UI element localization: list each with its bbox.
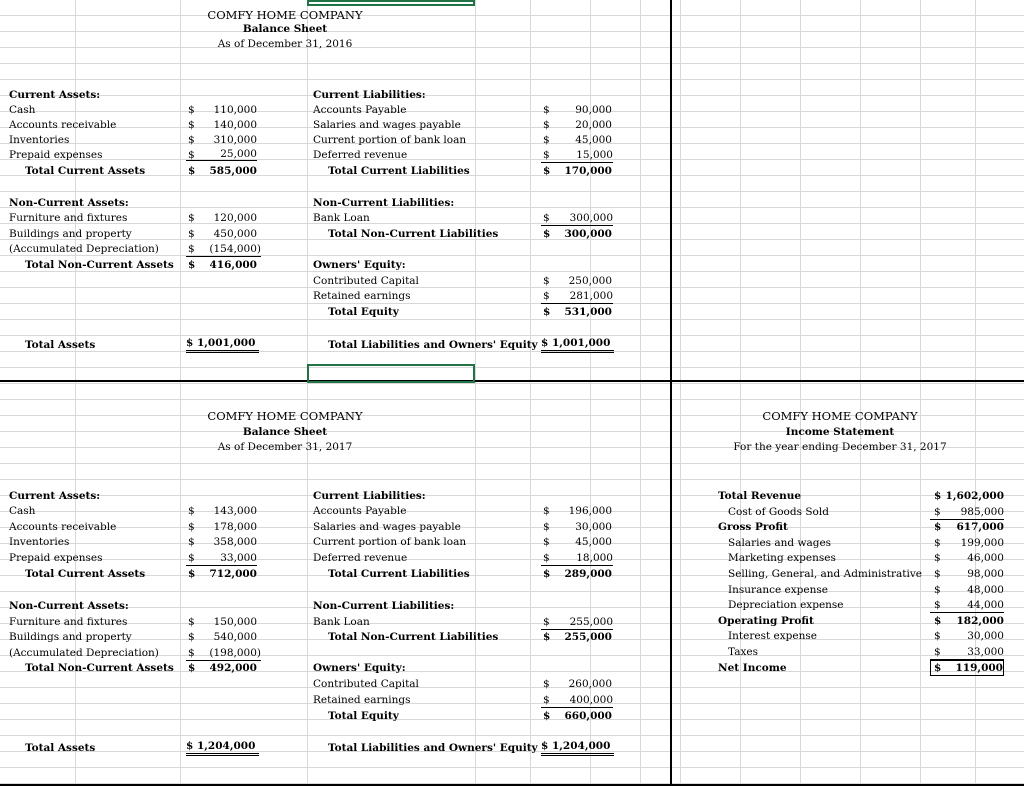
grid-line xyxy=(640,0,641,786)
total-amount: 170,000 xyxy=(564,165,612,177)
income-row-amount: 182,000 xyxy=(956,615,1004,627)
amount-underlined: 300,000 xyxy=(541,211,613,226)
currency-symbol: $ xyxy=(934,521,942,533)
amount: 450,000 xyxy=(213,228,257,240)
total-amount: 492,000 xyxy=(209,662,257,674)
row-label: Deferred revenue xyxy=(313,149,408,161)
currency-symbol: $ xyxy=(188,119,195,131)
currency-symbol: $ xyxy=(543,521,550,533)
currency-symbol: $ xyxy=(188,134,195,146)
total-amount: 255,000 xyxy=(564,631,612,643)
total-amount: 660,000 xyxy=(564,710,612,722)
currency-symbol: $ xyxy=(188,662,196,674)
currency-symbol: $ xyxy=(188,631,195,643)
grand-total-amount: $ 1,204,000 xyxy=(186,739,259,756)
income-row-label: Insurance expense xyxy=(728,584,828,596)
currency-symbol: $ xyxy=(543,678,550,690)
income-row-amount: 33,000 xyxy=(930,645,1004,660)
row-label: Salaries and wages payable xyxy=(313,521,461,533)
currency-symbol: $ xyxy=(543,134,550,146)
section-heading: Non-Current Liabilities: xyxy=(313,197,455,209)
grid-line xyxy=(475,0,476,786)
income-row-amount: 98,000 xyxy=(967,568,1004,580)
currency-symbol: $ xyxy=(188,536,195,548)
currency-symbol: $ xyxy=(543,552,550,564)
currency-symbol: $ xyxy=(188,104,195,116)
total-label: Total Liabilities and Owners' Equity xyxy=(328,339,538,351)
income-row-amount: 119,000 xyxy=(930,660,1004,676)
row-label: Contributed Capital xyxy=(313,678,419,690)
currency-symbol: $ xyxy=(934,552,941,564)
row-label: Accounts receivable xyxy=(9,119,117,131)
income-row-amount: 199,000 xyxy=(960,537,1004,549)
amount: 45,000 xyxy=(575,134,612,146)
income-row-amount: 46,000 xyxy=(967,552,1004,564)
currency-symbol: $ xyxy=(188,505,195,517)
total-label: Total Non-Current Liabilities xyxy=(328,631,499,643)
total-label: Total Non-Current Liabilities xyxy=(328,228,499,240)
currency-symbol: $ xyxy=(543,275,550,287)
amount: 45,000 xyxy=(575,536,612,548)
currency-symbol: $ xyxy=(934,630,941,642)
currency-symbol: $ xyxy=(543,616,550,628)
currency-symbol: $ xyxy=(543,212,550,224)
section-heading: Non-Current Assets: xyxy=(9,197,129,209)
row-label: (Accumulated Depreciation) xyxy=(9,243,159,255)
row-label: Current portion of bank loan xyxy=(313,536,467,548)
selected-cell-top[interactable] xyxy=(307,0,475,6)
row-label: Furniture and fixtures xyxy=(9,616,128,628)
currency-symbol: $ xyxy=(934,537,941,549)
amount-underlined: 15,000 xyxy=(541,148,613,163)
amount-underlined: 255,000 xyxy=(541,615,613,630)
section-heading: Non-Current Assets: xyxy=(9,600,129,612)
total-label: Total Non-Current Assets xyxy=(25,259,174,271)
amount-underlined: 281,000 xyxy=(541,289,613,304)
amount: 120,000 xyxy=(213,212,257,224)
row-label: Inventories xyxy=(9,536,70,548)
amount: 178,000 xyxy=(213,521,257,533)
total-label: Total Equity xyxy=(328,710,399,722)
total-label: Total Assets xyxy=(25,742,96,754)
grid-line xyxy=(307,0,308,786)
income-row-label: Marketing expenses xyxy=(728,552,836,564)
total-label: Total Assets xyxy=(25,339,96,351)
currency-symbol: $ xyxy=(934,584,941,596)
row-label: Prepaid expenses xyxy=(9,149,103,161)
statement-title: Income Statement xyxy=(785,426,895,438)
grid-line xyxy=(800,0,801,786)
income-row-label: Total Revenue xyxy=(718,490,802,502)
total-amount: 416,000 xyxy=(209,259,257,271)
currency-symbol: $ xyxy=(543,165,551,177)
amount: 140,000 xyxy=(213,119,257,131)
row-label: Retained earnings xyxy=(313,694,411,706)
grand-total-amount: $ 1,001,000 xyxy=(186,336,259,353)
currency-symbol: $ xyxy=(934,662,942,674)
income-row-label: Interest expense xyxy=(728,630,817,642)
currency-symbol: $ xyxy=(934,506,941,518)
section-heading: Owners' Equity: xyxy=(313,662,406,674)
income-row-label: Taxes xyxy=(728,646,758,658)
currency-symbol: $ xyxy=(543,568,551,580)
statement-title: Balance Sheet xyxy=(242,426,328,438)
total-label: Total Liabilities and Owners' Equity xyxy=(328,742,538,754)
currency-symbol: $ xyxy=(188,228,195,240)
income-row-label: Selling, General, and Administrative xyxy=(728,568,922,580)
row-label: Accounts Payable xyxy=(313,505,407,517)
section-divider xyxy=(0,380,1024,382)
grid-line xyxy=(920,0,921,786)
currency-symbol: $ xyxy=(543,536,550,548)
income-row-label: Depreciation expense xyxy=(728,599,844,611)
total-amount: 712,000 xyxy=(209,568,257,580)
currency-symbol: $ xyxy=(543,290,550,302)
currency-symbol: $ xyxy=(188,212,195,224)
row-label: Buildings and property xyxy=(9,631,132,643)
currency-symbol: $ xyxy=(543,631,551,643)
row-label: Cash xyxy=(9,505,36,517)
currency-symbol: $ xyxy=(543,306,551,318)
amount: 260,000 xyxy=(568,678,612,690)
statement-date: As of December 31, 2016 xyxy=(217,38,353,50)
row-label: Deferred revenue xyxy=(313,552,408,564)
row-label: Inventories xyxy=(9,134,70,146)
currency-symbol: $ xyxy=(188,552,195,564)
currency-symbol: $ xyxy=(543,149,550,161)
row-label: Bank Loan xyxy=(313,212,370,224)
amount-underlined: 33,000 xyxy=(186,551,257,566)
statement-date: For the year ending December 31, 2017 xyxy=(733,441,947,453)
amount: 90,000 xyxy=(575,104,612,116)
section-heading: Current Assets: xyxy=(9,490,101,502)
income-row-amount: 985,000 xyxy=(930,505,1004,520)
row-label: Accounts Payable xyxy=(313,104,407,116)
row-label: Prepaid expenses xyxy=(9,552,103,564)
amount: 196,000 xyxy=(568,505,612,517)
income-row-label: Operating Profit xyxy=(718,615,814,627)
currency-symbol: $ xyxy=(188,647,195,659)
amount: 358,000 xyxy=(213,536,257,548)
amount: 143,000 xyxy=(213,505,257,517)
company-name: COMFY HOME COMPANY xyxy=(207,409,363,423)
income-row-amount: 44,000 xyxy=(930,598,1004,613)
income-row-label: Cost of Goods Sold xyxy=(728,506,829,518)
income-row-amount: 617,000 xyxy=(956,521,1004,533)
statement-date: As of December 31, 2017 xyxy=(217,441,353,453)
currency-symbol: $ xyxy=(188,165,196,177)
currency-symbol: $ xyxy=(543,505,550,517)
grid-line xyxy=(680,0,681,786)
currency-symbol: $ xyxy=(188,568,196,580)
selected-cell[interactable] xyxy=(307,364,475,383)
section-heading: Current Liabilities: xyxy=(313,490,426,502)
total-label: Total Current Liabilities xyxy=(328,568,470,580)
total-amount: 531,000 xyxy=(564,306,612,318)
currency-symbol: $ xyxy=(543,694,550,706)
amount-underlined: (198,000) xyxy=(186,646,261,661)
amount-underlined: 400,000 xyxy=(541,693,613,708)
row-label: Bank Loan xyxy=(313,616,370,628)
currency-symbol: $ xyxy=(543,104,550,116)
income-row-label: Gross Profit xyxy=(718,521,788,533)
income-row-label: Net Income xyxy=(718,662,787,674)
amount: 250,000 xyxy=(568,275,612,287)
section-divider-vertical xyxy=(670,0,672,786)
grid-line xyxy=(860,0,861,786)
total-label: Total Current Assets xyxy=(25,165,146,177)
row-label: (Accumulated Depreciation) xyxy=(9,647,159,659)
section-heading: Current Assets: xyxy=(9,89,101,101)
currency-symbol: $ xyxy=(188,521,195,533)
total-label: Total Non-Current Assets xyxy=(25,662,174,674)
amount: 540,000 xyxy=(213,631,257,643)
row-label: Accounts receivable xyxy=(9,521,117,533)
row-label: Contributed Capital xyxy=(313,275,419,287)
spreadsheet-grid[interactable]: COMFY HOME COMPANY Balance Sheet As of December 31, 2016 Current Assets: Cash Accounts receivable Inventories Prepaid expenses Total Current Assets $ $ $ $ $ 110,000 140,000 310,000 25,000 585,000 Non-Current Assets: Furniture and fixtures Buildings and property (Accumulated Depreciation) Total Non-Current Assets $ $ $ $ 120,000 450,000 (154,000) 416,000 Total Assets $ 1,001,000 Current Liabilities: Accounts Payable Salaries and wages payable Current portion of bank loan Deferred revenue Total Current Liabilities $ $ $ $ $ 90,000 20,000 45,000 15,000 170,000 Non-Current Liabilities: Bank Loan Total Non-Current Liabilities $ $ 300,000 300,000 Owners' Equity: Contributed Capital Retained earnings Total Equity $ $ $ 250,000 281,000 531,000 Total Liabilities and Owners' Equity $ 1,001,000 COMFY HOME COMPANY Balance Sheet As of December 31, 2017 Current Assets: Cash Accounts receivable Inventories Prepaid expenses Total Current Assets $ $ $ $ $ 143,000 178,000 358,000 33,000 712,000 Non-Current Assets: Furniture and fixtures Buildings and property (Accumulated Depreciation) Total Non-Current Assets $ $ $ $ 150,000 540,000 (198,000) 492,000 Total Assets $ 1,204,000 Current Liabilities: Accounts Payable Salaries and wages payable Current portion of bank loan Deferred revenue Total Current Liabilities $ $ $ $ $ 196,000 30,000 45,000 18,000 289,000 Non-Current Liabilities: Bank Loan Total Non-Current Liabilities $ $ 255,000 255,000 Owners' Equity: Contributed Capital Retained earnings Total Equity $ $ $ 260,000 400,000 660,000 Total Liabilities and Owners' Equity $ 1,204,000 COMFY HOME COMPANY Income Statement For the year ending December 31, 2017 Total Revenue $ 1,602,000 Cost of Goods Sold $ 985,000 Gross Profit $ 617,000 Salaries and wages $ 199,000 Marketing expenses $ 46,000 Selling, General, and Administrative $ 98,000 Insurance expense $ 48,000 Depreciation expense $ 44,000 Operating Profit $ 182,000 Interest expense $ 30,000 Taxes $ 33,000 Net Income $ 119,000 xyxy=(0,0,1024,786)
currency-symbol: $ xyxy=(543,119,550,131)
row-label: Furniture and fixtures xyxy=(9,212,128,224)
amount-underlined: 18,000 xyxy=(541,551,613,566)
currency-symbol: $ xyxy=(934,599,941,611)
section-heading: Non-Current Liabilities: xyxy=(313,600,455,612)
company-name: COMFY HOME COMPANY xyxy=(762,409,918,423)
currency-symbol: $ xyxy=(934,490,942,502)
grand-total-amount: $ 1,001,000 xyxy=(541,336,614,353)
section-heading: Owners' Equity: xyxy=(313,259,406,271)
currency-symbol: $ xyxy=(188,243,195,255)
row-label: Cash xyxy=(9,104,36,116)
income-row-amount: 30,000 xyxy=(967,630,1004,642)
currency-symbol: $ xyxy=(188,616,195,628)
income-row-label: Salaries and wages xyxy=(728,537,832,549)
row-label: Buildings and property xyxy=(9,228,132,240)
row-label: Retained earnings xyxy=(313,290,411,302)
amount: 310,000 xyxy=(213,134,257,146)
amount: 150,000 xyxy=(213,616,257,628)
amount-underlined: (154,000) xyxy=(186,242,261,257)
currency-symbol: $ xyxy=(934,615,942,627)
grid-line xyxy=(530,0,531,786)
amount: 110,000 xyxy=(213,104,257,116)
total-label: Total Current Liabilities xyxy=(328,165,470,177)
grand-total-amount: $ 1,204,000 xyxy=(541,739,614,756)
amount: 30,000 xyxy=(575,521,612,533)
section-heading: Current Liabilities: xyxy=(313,89,426,101)
income-row-amount: 48,000 xyxy=(967,584,1004,596)
currency-symbol: $ xyxy=(543,228,551,240)
company-name: COMFY HOME COMPANY xyxy=(207,8,363,22)
currency-symbol: $ xyxy=(188,149,195,161)
currency-symbol: $ xyxy=(934,568,941,580)
row-label: Salaries and wages payable xyxy=(313,119,461,131)
total-label: Total Equity xyxy=(328,306,399,318)
income-row-amount: 1,602,000 xyxy=(945,490,1004,502)
currency-symbol: $ xyxy=(543,710,551,722)
statement-title: Balance Sheet xyxy=(242,23,328,35)
total-amount: 585,000 xyxy=(209,165,257,177)
row-label: Current portion of bank loan xyxy=(313,134,467,146)
total-amount: 289,000 xyxy=(564,568,612,580)
amount: 20,000 xyxy=(575,119,612,131)
currency-symbol: $ xyxy=(934,646,941,658)
total-label: Total Current Assets xyxy=(25,568,146,580)
total-amount: 300,000 xyxy=(564,228,612,240)
currency-symbol: $ xyxy=(188,259,196,271)
